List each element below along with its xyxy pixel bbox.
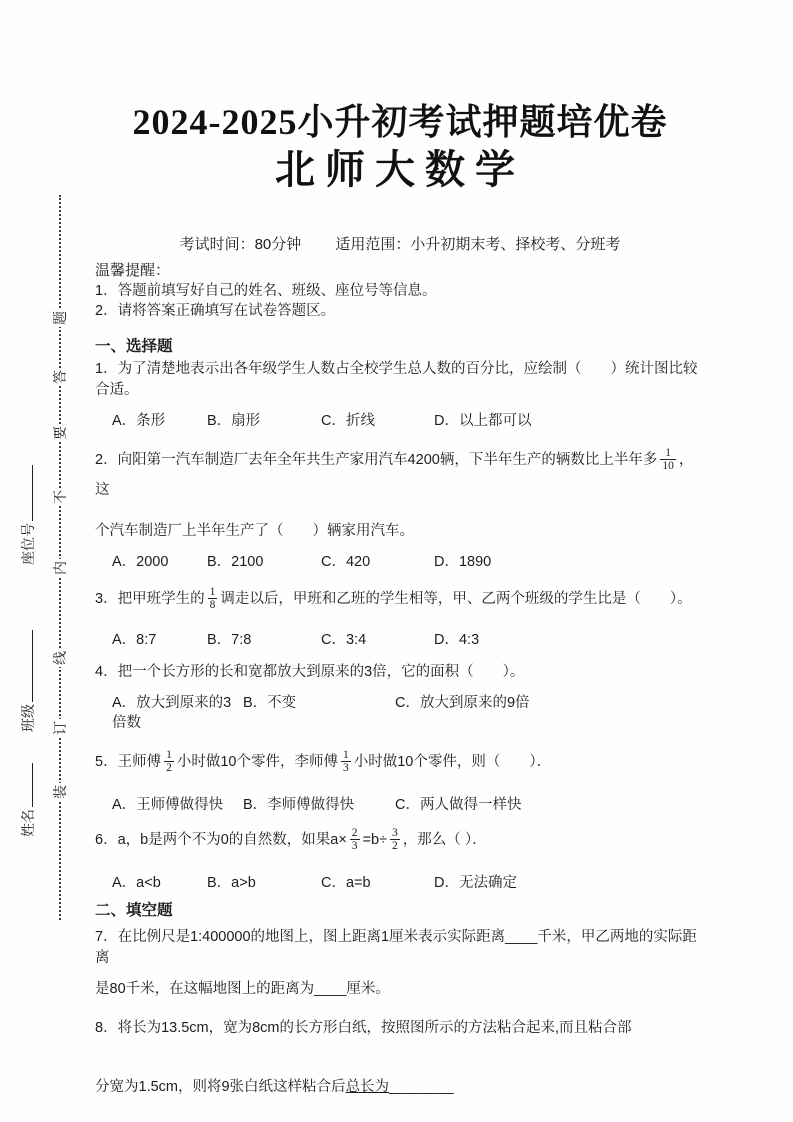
- question-8-line2-text: 分宽为1.5cm，则将9张白纸这样粘合后: [95, 1079, 346, 1095]
- seat-number-label: 座位号: [20, 523, 36, 565]
- class-blank: [19, 630, 33, 702]
- notice-item-1: 1．答题前填写好自己的姓名、班级、座位号等信息。: [95, 283, 437, 299]
- class-field: [19, 630, 37, 746]
- exam-meta-line: [95, 235, 705, 255]
- question-2: [95, 445, 705, 505]
- question-6-text-end: ，那么（ ）．: [402, 832, 487, 848]
- fraction: $\frac{1}{10}$: [662, 446, 674, 473]
- option-a: A．条形: [112, 413, 166, 429]
- binding-line-char: 订: [52, 721, 68, 735]
- name-label: 姓名: [20, 809, 36, 837]
- option-d: D．以上都可以: [434, 413, 532, 429]
- option-d: D．1890: [434, 554, 492, 570]
- option-a: A．a<b: [112, 875, 161, 891]
- question-1-options: [95, 411, 705, 431]
- question-3: [95, 584, 705, 614]
- question-8: 8．将长为13.5cm，宽为8cm的长方形白纸，按照图所示的方法粘合起来,而且粘合部: [95, 1020, 632, 1036]
- option-a: A．8:7: [112, 632, 157, 648]
- binding-line-char: 答: [52, 370, 68, 384]
- binding-line-char: 内: [52, 561, 68, 575]
- fraction: $\frac{1}{8}$: [209, 585, 216, 612]
- option-b: B．不变: [243, 695, 297, 711]
- question-8-answer-blank: ________: [389, 1079, 454, 1095]
- question-8-underlined-text: 总长为: [345, 1079, 390, 1095]
- question-2-text: 2．向阳第一汽车制造厂去年全年共生产家用汽车4200辆，下半年生产的辆数比上半年多: [95, 452, 658, 468]
- question-2-options: [95, 552, 705, 572]
- option-c: C．两人做得一样快: [395, 797, 522, 813]
- option-b: B．a>b: [207, 875, 256, 891]
- question-6-text: 6．a，b是两个不为0的自然数，如果a×: [95, 832, 347, 848]
- option-c: C．折线: [321, 413, 375, 429]
- question-5-options: [95, 795, 705, 815]
- question-5-text: 5．王师傅: [95, 754, 162, 770]
- question-6-text-mid: =b÷: [362, 832, 388, 848]
- question-5-text-end: 小时做10个零件，则（ ）．: [353, 754, 552, 770]
- paper-body: [0, 100, 793, 1098]
- question-4-options: [95, 693, 705, 733]
- notice-item-2: 2．请将答案正确填写在试卷答题区。: [95, 303, 336, 319]
- seat-number-blank: [19, 465, 33, 521]
- seat-number-field: [19, 465, 37, 585]
- question-4-text: 4．把一个长方形的长和宽都放大到原来的3倍，它的面积（ ）。: [95, 664, 525, 680]
- option-a: A．王师傅做得快: [112, 797, 224, 813]
- binding-line-char: 题: [52, 311, 68, 325]
- exam-scope: 适用范围：小升初期末考、择校考、分班考: [335, 236, 621, 253]
- fraction: $\frac{3}{2}$: [392, 826, 398, 853]
- option-a: A．放大到原来的3倍数: [112, 695, 232, 731]
- question-5-text-mid: 小时做10个零件，李师傅: [176, 754, 338, 770]
- question-3-text-end: 调走以后，甲班和乙班的学生相等，甲、乙两个班级的学生比是（ ）。: [220, 591, 692, 607]
- option-b: B．扇形: [207, 413, 261, 429]
- question-6: [95, 825, 705, 855]
- option-c: C．放大到原来的9倍: [395, 695, 530, 711]
- binding-dotted-line: [59, 195, 61, 920]
- class-label: 班级: [20, 704, 36, 732]
- option-d: D．4:3: [434, 632, 480, 648]
- question-8-line2: [95, 1077, 705, 1098]
- option-b: B．李师傅做得快: [243, 797, 355, 813]
- binding-line-char: 要: [52, 426, 68, 440]
- question-7-line2: 是80千米，在这幅地图上的距离为____厘米。: [95, 981, 390, 997]
- fraction: $\frac{1}{3}$: [342, 748, 349, 775]
- section-2-heading: 二、填空题: [95, 902, 173, 919]
- fraction: $\frac{1}{2}$: [166, 748, 172, 775]
- option-c: C．3:4: [321, 632, 367, 648]
- option-b: B．7:8: [207, 632, 252, 648]
- binding-line-char: 不: [52, 490, 68, 504]
- binding-line-char: 线: [52, 651, 68, 665]
- option-a: A．2000: [112, 554, 169, 570]
- binding-line-char: 装: [52, 785, 68, 799]
- question-7: 7．在比例尺是1:400000的地图上，图上距离1厘米表示实际距离____千米，甲乙两地的实际距离: [95, 929, 697, 966]
- question-1-text: 1．为了清楚地表示出各年级学生人数占全校学生总人数的百分比，应绘制（ ）统计图比较合适。: [95, 361, 698, 398]
- option-d: D．无法确定: [434, 875, 517, 891]
- question-3-text: 3．把甲班学生的: [95, 591, 205, 607]
- fraction: $\frac{2}{3}$: [351, 826, 358, 853]
- option-c: C．420: [321, 554, 371, 570]
- question-5: [95, 747, 705, 777]
- question-3-options: [95, 630, 705, 650]
- question-4: [95, 662, 705, 683]
- question-2-line2: 个汽车制造厂上半年生产了（ ）辆家用汽车。: [95, 523, 414, 539]
- notice-heading: 温馨提醒：: [95, 262, 171, 279]
- paper-subtitle: 北师大数学: [275, 147, 525, 192]
- option-b: B．2100: [207, 554, 264, 570]
- name-field: [19, 763, 37, 853]
- section-1-heading: 一、选择题: [95, 338, 173, 355]
- paper-title: 2024-2025小升初考试押题培优卷: [132, 102, 668, 142]
- question-1: [95, 359, 705, 401]
- question-6-options: [95, 873, 705, 893]
- option-c: C．a=b: [321, 875, 371, 891]
- name-blank: [19, 763, 33, 807]
- exam-time: 考试时间：80分钟: [179, 236, 302, 253]
- question-2-text-end: ，这: [95, 452, 694, 498]
